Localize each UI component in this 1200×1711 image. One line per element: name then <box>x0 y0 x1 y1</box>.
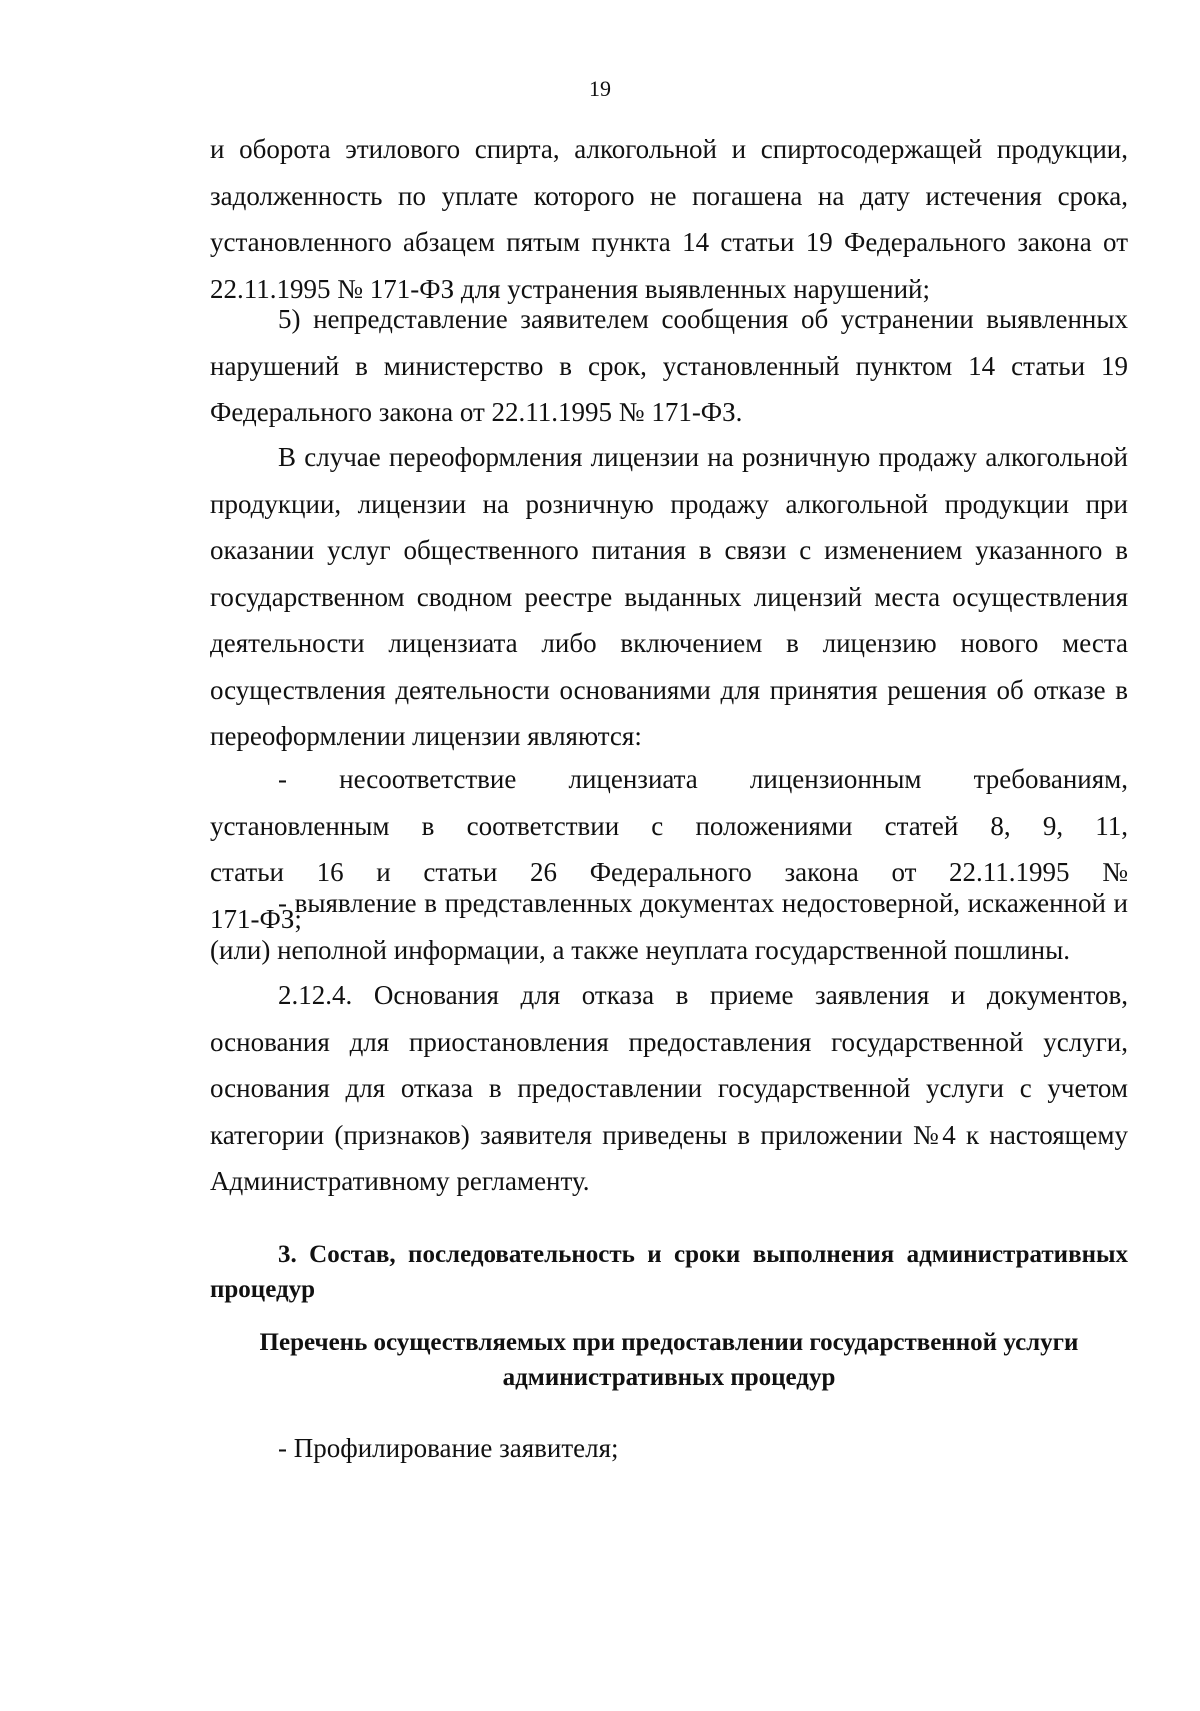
section-number: 3. <box>278 1241 297 1268</box>
paragraph-continuation: и оборота этилового спирта, алкогольной и спиртосодержащей продукции, задолженность по уплате которого не погашена на дату истечения срока, установленного абзацем пятым пункта 14 статьи 19 Федерального закона от 22.11.1995 № 171-ФЗ для устранения выявленных нарушений; <box>210 134 1128 304</box>
paragraph-reissue-license: В случае переоформления лицензии на розничную продажу алкогольной продукции, лицензии на розничную продажу алкогольной продукции при оказании услуг общественного питания в связи с изменением указанного в государственном сводном реестре выданных лицензий места осуществления деятельности лицензиата либо включением в лицензию нового места осуществления деятельности основаниями для принятия решения об отказе в переоформлении лицензии являются: <box>210 442 1128 751</box>
paragraph-item-5: 5) непредставление заявителем сообщения об устранении выявленных нарушений в министерство в срок, установленный пунктом 14 статьи 19 Федерального закона от 22.11.1995 № 171-ФЗ. <box>210 304 1128 427</box>
section-heading <box>210 1237 1128 1307</box>
paragraph-noncompliance: - несоответствие лицензиата лицензионным требованиям, установленным в соответствии с положениями статей 8, 9, 11, статьи 16 и статьи 26 Федерального закона от 22.11.1995 № 171-ФЗ; <box>210 764 1128 934</box>
paragraph-false-info: - выявление в представленных документах недостоверной, искаженной и (или) неполной информации, а также неуплата государственной пошлины. <box>210 888 1128 965</box>
page-number: 19 <box>589 76 611 101</box>
list-item: - Профилирование заявителя; <box>278 1433 619 1463</box>
subsection-heading: Перечень осуществляемых при предоставлении государственной услуги административных процедур <box>259 1329 1079 1391</box>
section-title: Состав, последовательность и сроки выполнения административных процедур <box>210 1241 1129 1303</box>
paragraph-2-12-4: 2.12.4. Основания для отказа в приеме заявления и документов, основания для приостановления предоставления государственной услуги, основания для отказа в предоставлении государственной услуги с учетом категории (признаков) заявителя приведены в приложении №4 к настоящему Административному регламенту. <box>210 980 1128 1196</box>
